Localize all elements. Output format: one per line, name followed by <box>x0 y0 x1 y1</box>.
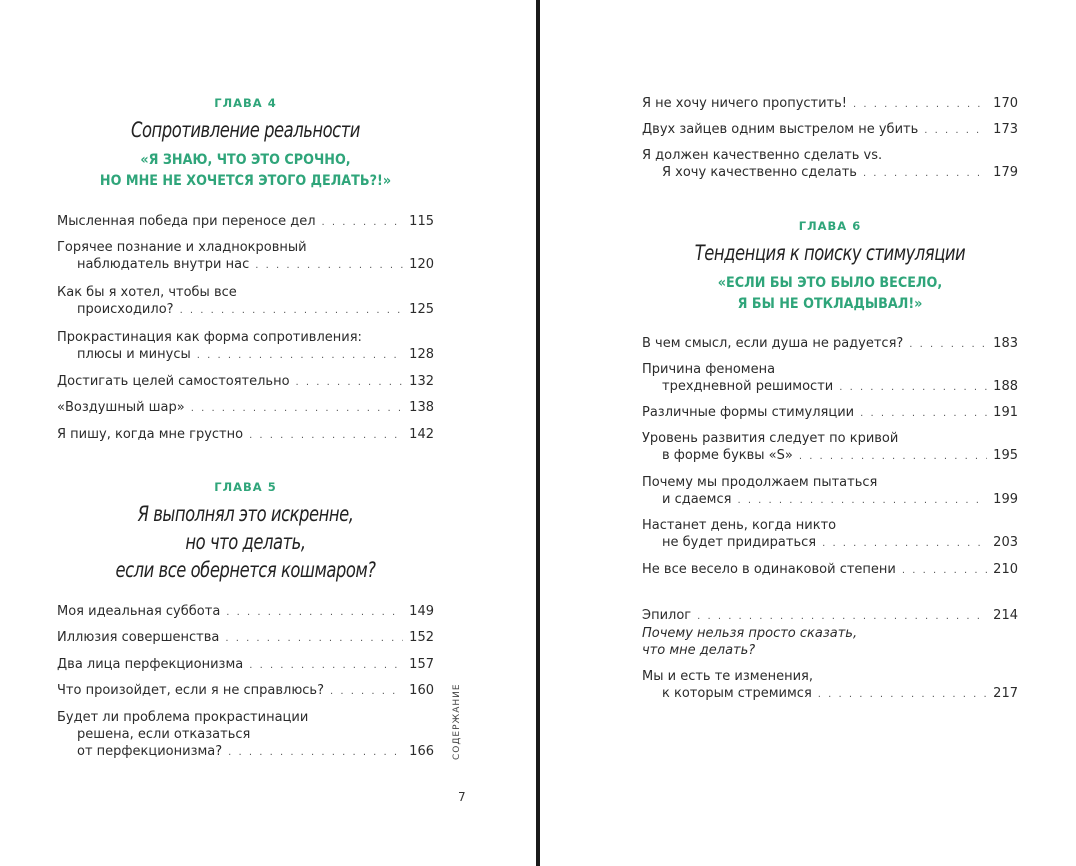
toc-entry[interactable] <box>57 329 434 364</box>
section-side-label: СОДЕРЖАНИЕ <box>452 683 462 760</box>
toc-title: В чем смысл, если душа не радуется? <box>642 336 904 351</box>
toc-page-number: 179 <box>993 165 1018 180</box>
toc-title: Что произойдет, если я не справлюсь? <box>57 683 324 698</box>
toc-page-number: 152 <box>409 630 434 645</box>
toc-entry[interactable] <box>57 373 434 391</box>
toc-entry[interactable] <box>642 474 1018 509</box>
toc-page-number: 132 <box>409 374 434 389</box>
toc-page-number: 166 <box>409 744 434 759</box>
toc-entry[interactable] <box>642 430 1018 465</box>
leader-dots <box>737 492 987 509</box>
toc-page-number: 183 <box>993 336 1018 351</box>
toc-entry[interactable] <box>642 335 1018 353</box>
toc-title: Я не хочу ничего пропустить! <box>642 96 848 111</box>
toc-title-continued: происходило? <box>77 302 174 317</box>
toc-title: Причина феномена <box>642 362 776 377</box>
title-line: Я выполнял это искренне, <box>137 502 354 526</box>
leader-dots <box>902 562 987 579</box>
toc-title: Прокрастинация как форма сопротивления: <box>57 330 362 345</box>
toc-entry[interactable] <box>642 361 1018 396</box>
leader-dots <box>228 744 403 761</box>
leader-dots <box>822 535 987 552</box>
toc-title: Эпилог <box>642 608 692 623</box>
leader-dots <box>818 686 987 703</box>
toc-title: Я должен качественно сделать vs. <box>642 148 883 163</box>
toc-page-number: 142 <box>409 427 434 442</box>
toc-page-number: 157 <box>409 657 434 672</box>
toc-page-number: 138 <box>409 400 434 415</box>
leader-dots <box>197 347 403 364</box>
toc-title-continued: в форме буквы «S» <box>662 448 793 463</box>
toc-entry[interactable] <box>57 656 434 674</box>
left-page <box>57 0 434 866</box>
toc-title: Не все весело в одинаковой степени <box>642 562 896 577</box>
chapter-6-heading <box>642 219 1018 315</box>
toc-page-number: 115 <box>409 214 434 229</box>
chapter-4-heading <box>57 96 434 192</box>
book-spine-divider <box>536 0 540 866</box>
chapter-quote <box>80 150 412 192</box>
chapter-5-heading <box>57 480 434 584</box>
epilogue-subtitle: что мне делать? <box>642 643 756 658</box>
toc-entry[interactable] <box>57 399 434 417</box>
toc-title-continued: наблюдатель внутри нас <box>77 257 250 272</box>
chapter-label: ГЛАВА 6 <box>798 219 862 233</box>
toc-title: Моя идеальная суббота <box>57 604 221 619</box>
toc-title-continued: не будет придираться <box>662 535 817 550</box>
toc-title-continued: трехдневной решимости <box>662 379 834 394</box>
toc-entry[interactable] <box>642 517 1018 552</box>
leader-dots <box>226 604 403 621</box>
page-number: 7 <box>458 790 466 804</box>
toc-page-number: 191 <box>993 405 1018 420</box>
toc-page-number: 160 <box>409 683 434 698</box>
toc-title: Мысленная победа при переносе дел <box>57 214 316 229</box>
toc-page-number: 170 <box>993 96 1018 111</box>
toc-page-number: 217 <box>993 686 1018 701</box>
toc-title-continued: решена, если отказаться <box>77 727 251 742</box>
leader-dots <box>909 336 987 353</box>
toc-title: Достигать целей самостоятельно <box>57 374 290 389</box>
chapter-title: Сопротивление реальности <box>131 118 360 142</box>
toc-title-continued: плюсы и минусы <box>77 347 191 362</box>
right-page <box>642 0 1018 866</box>
toc-entry[interactable] <box>642 561 1018 579</box>
epilogue-subtitle: Почему нельзя просто сказать, <box>642 626 858 641</box>
toc-title: Два лица перфекционизма <box>57 657 244 672</box>
toc-title: «Воздушный шар» <box>57 400 185 415</box>
leader-dots <box>249 427 403 444</box>
toc-title-continued: Я хочу качественно сделать <box>662 165 857 180</box>
toc-entry[interactable] <box>642 147 1018 182</box>
toc-page-number: 173 <box>993 122 1018 137</box>
toc-title-continued: и сдаемся <box>662 492 732 507</box>
toc-title: Иллюзия совершенства <box>57 630 220 645</box>
leader-dots <box>249 657 403 674</box>
leader-dots <box>697 608 987 625</box>
leader-dots <box>839 379 987 396</box>
quote-line: НО МНЕ НЕ ХОЧЕТСЯ ЭТОГО ДЕЛАТЬ?!» <box>99 173 392 189</box>
toc-title: Я пишу, когда мне грустно <box>57 427 244 442</box>
toc-title-continued: от перфекционизма? <box>77 744 223 759</box>
toc-page-number: 125 <box>409 302 434 317</box>
toc-entry[interactable] <box>57 629 434 647</box>
toc-entry[interactable] <box>57 426 434 444</box>
toc-entry[interactable] <box>57 213 434 231</box>
toc-title: Горячее познание и хладнокровный <box>57 240 307 255</box>
quote-line: «Я ЗНАЮ, ЧТО ЭТО СРОЧНО, <box>140 152 351 168</box>
toc-page-number: 214 <box>993 608 1018 623</box>
leader-dots <box>180 302 404 319</box>
toc-title: Будет ли проблема прокрастинации <box>57 710 309 725</box>
toc-entry[interactable] <box>57 709 434 761</box>
leader-dots <box>863 165 987 182</box>
toc-entry[interactable] <box>642 121 1018 139</box>
leader-dots <box>860 405 987 422</box>
toc-page-number: 210 <box>993 562 1018 577</box>
toc-entry[interactable] <box>57 284 434 319</box>
title-line: если все обернется кошмаром? <box>115 558 376 582</box>
toc-title: Уровень развития следует по кривой <box>642 431 899 446</box>
leader-dots <box>225 630 403 647</box>
toc-title: Мы и есть те изменения, <box>642 669 813 684</box>
quote-line: Я БЫ НЕ ОТКЛАДЫВАЛ!» <box>737 296 923 312</box>
toc-page-number: 195 <box>993 448 1018 463</box>
toc-page-number: 188 <box>993 379 1018 394</box>
toc-entry[interactable] <box>642 404 1018 422</box>
leader-dots <box>799 448 987 465</box>
toc-entry[interactable] <box>642 668 1018 703</box>
chapter-quote <box>665 273 996 315</box>
chapter-title: Тенденция к поиску стимуляции <box>694 241 966 265</box>
toc-page-number: 203 <box>993 535 1018 550</box>
leader-dots <box>330 683 403 700</box>
leader-dots <box>322 214 404 231</box>
toc-entry-epilogue[interactable] <box>642 607 1018 659</box>
toc-title: Различные формы стимуляции <box>642 405 855 420</box>
title-line: но что делать, <box>185 530 306 554</box>
chapter-title <box>98 500 392 584</box>
toc-page-number: 199 <box>993 492 1018 507</box>
toc-title: Настанет день, когда никто <box>642 518 837 533</box>
leader-dots <box>255 257 403 274</box>
toc-title: Как бы я хотел, чтобы все <box>57 285 237 300</box>
toc-entry[interactable] <box>57 682 434 700</box>
toc-title: Двух зайцев одним выстрелом не убить <box>642 122 919 137</box>
leader-dots <box>296 374 404 391</box>
toc-page-number: 128 <box>409 347 434 362</box>
quote-line: «ЕСЛИ БЫ ЭТО БЫЛО ВЕСЕЛО, <box>717 275 943 291</box>
chapter-label: ГЛАВА 5 <box>214 480 277 494</box>
toc-entry[interactable] <box>642 95 1018 113</box>
toc-page-number: 149 <box>409 604 434 619</box>
toc-page-number: 120 <box>409 257 434 272</box>
leader-dots <box>191 400 403 417</box>
leader-dots <box>853 96 987 113</box>
chapter-label: ГЛАВА 4 <box>214 96 277 110</box>
toc-title: Почему мы продолжаем пытаться <box>642 475 878 490</box>
toc-entry[interactable] <box>57 603 434 621</box>
leader-dots <box>924 122 987 139</box>
toc-entry[interactable] <box>57 239 434 274</box>
toc-title-continued: к которым стремимся <box>662 686 812 701</box>
